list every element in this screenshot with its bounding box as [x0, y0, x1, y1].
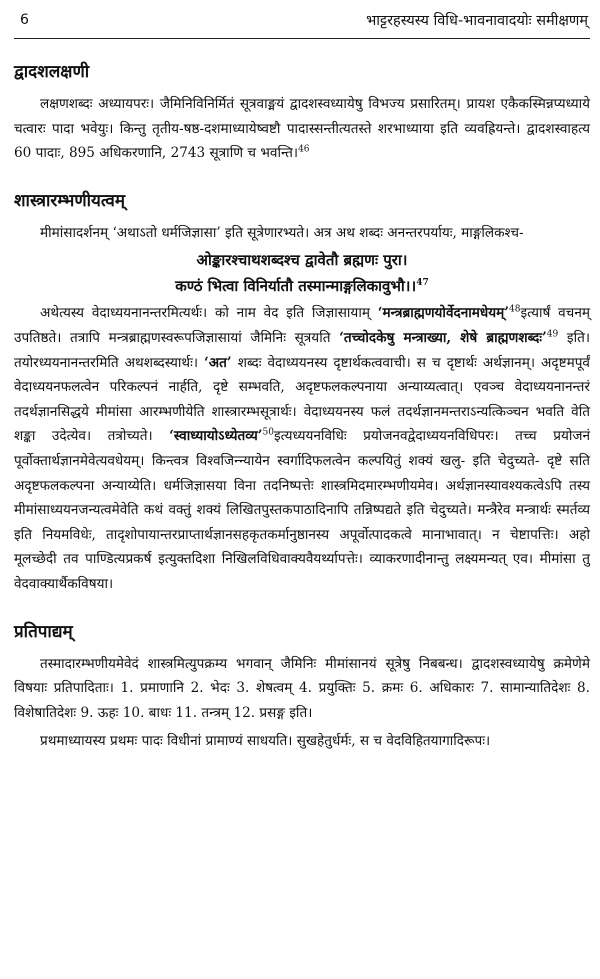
footnote-ref: 49 [546, 329, 559, 340]
section-dvadashalakshani [14, 59, 590, 166]
running-title: भाट्टरहस्यस्य विधि-भावनावादयोः समीक्षणम् [366, 13, 588, 29]
footnote-ref: 50 [262, 427, 274, 438]
section-heading: शास्त्रारम्भणीयत्वम् [14, 190, 126, 211]
quoted-term: ‘अत’ [204, 354, 232, 371]
paragraph: तस्मादारम्भणीयमेवेदं शास्त्रमित्युपक्रम्य भगवान् जैमिनिः मीमांसानयं सूत्रेषु निबबन्ध। द्वादशस्वध्यायेषु क्रमेणेमे विषयाः प्रतिपादिताः। 1. प्रमाणानि 2. भेदः 3. शेषत्वम् 4. प्रयुक्तिः 5. क्रमः 6. अधिकारः 7. सामान्यातिदेशः 8. विशेषातिदेशः 9. ऊहः 10. बाधः 11. तन्त्रम् 12. प्रसङ्ग इति। [14, 655, 590, 721]
section-heading: प्रतिपाद्यम् [14, 621, 73, 642]
footnote-ref: 48 [509, 304, 521, 315]
paragraph-text: अथेत्यस्य वेदाध्ययनानन्तरमित्यर्थः। को नाम वेद इति जिज्ञासायाम् [40, 305, 370, 322]
paragraph [14, 92, 590, 166]
quoted-sutra: ‘स्वाध्यायोऽध्येतव्य’ [169, 428, 263, 445]
paragraph-text: इत्यध्ययनविधिः प्रयोजनवद्वेदाध्ययनविधिपरः। तच्च प्रयोजनं पूर्वोक्तार्थज्ञानमेवेत्यवधेयम्। किन्त्वत्र विश्वजिन्न्यायेन स्वर्गादिफलत्वेन कल्पयितुं शक्यं खलु- इति चेदुच्यते- दृष्टे सति अदृष्टफलकल्पना अन्याय्येति। धर्मजिज्ञासया विना तदनिष्पत्तेः शास्त्रमिदमारम्भणीयमेव। अर्थज्ञानस्यावश्यकत्वेऽपि तस्य मीमांसाध्ययनजन्यत्वमेवेति कथं वक्तुं शक्यं लिखितपुस्तकपाठादिनापि तन्निष्पद्यते इति चेदुच्यते। मन्त्रैरेव मन्त्रार्थः स्मर्तव्य इति नियमविधेः, तादृशोपायान्तरप्राप्तार्थज्ञानसहकृतकर्मानुष्ठानस्य अपूर्वोत्पादकत्वे मानाभावात्। न चेष्टापत्तिः। अहो मूलच्छेदी तव पाण्डित्यप्रकर्ष इत्युक्तदिशा निखिलविधिवाक्यवैयर्थ्यापत्तेः। व्याकरणादीनान्तु लक्ष्यमन्यत् एव। मीमांसा तु वेदवाक्यार्थैकविषया। [14, 428, 590, 592]
quoted-sutra: ‘मन्त्रब्राह्मणयोर्वेदनामधेयम्’ [377, 305, 510, 322]
verse-line [14, 273, 590, 299]
paragraph-text: इत्यार्षं वचनम् उपतिष्ठते। तत्रापि मन्त्रब्राह्मणस्वरूपजिज्ञासायां जैमिनिः सूत्रयति [14, 305, 590, 346]
paragraph [14, 301, 590, 596]
page-header [14, 0, 590, 39]
paragraph: प्रथमाध्यायस्य प्रथमः पादः विधीनां प्रामाण्यं साधयति। सुखहेतुर्धर्मः, स च वेदविहितयागादिरूपः। [40, 733, 491, 750]
paragraph-text: शब्दः वेदाध्ययनस्य दृष्टार्थकत्ववाची। स च दृष्टार्थः अर्थज्ञानम्। अदृष्टमपूर्वं वेदाध्ययनफलत्वेन परिकल्पनं नार्हति, दृष्टे सम्भवति, अदृष्टफलकल्पनाया अन्याय्यत्वात्। एवञ्च वेदाध्ययनानन्तरं तदर्थज्ञानसिद्धये मीमांसा आरम्भणीयेति शास्त्रारम्भसूत्रार्थः। वेदाध्ययनस्य फलं तदर्थज्ञानमन्तराऽन्यत्किञ्चन भवति वेति शङ्का उदेत्येव। तत्रोच्यते। [14, 354, 590, 445]
footnote-ref: 46 [298, 144, 310, 155]
footnote-ref: 47 [416, 278, 429, 289]
verse-line-text: कण्ठं भित्वा विनिर्यातौ तस्मान्माङ्गलिकावुभौ।। [175, 277, 417, 296]
section-heading: द्वादशलक्षणी [14, 62, 90, 82]
quoted-sutra: ‘तच्चोदकेषु मन्त्राख्या, शेषे ब्राह्मणशब्दः’ [339, 329, 547, 346]
paragraph: मीमांसादर्शनम् ‘अथाऽतो धर्मजिज्ञासा’ इति सूत्रेणारभ्यते। अत्र अथ शब्दः अनन्तरपर्यायः, माङ्गलिकश्च- [40, 224, 524, 241]
verse [14, 247, 590, 299]
section-pratipadyam [14, 619, 590, 754]
paragraph-text: इति। तयोरध्ययनानन्तरमिति अथशब्दस्यार्थः। [14, 329, 591, 371]
page-number: 6 [20, 12, 29, 28]
paragraph-text: लक्षणशब्दः अध्यायपरः। जैमिनिविनिर्मितं सूत्रवाङ्मयं द्वादशस्वध्यायेषु विभज्य प्रसारितम्। प्रायश एकैकस्मिन्नप्यध्याये चत्वारः पादा भवेयुः। किन्तु तृतीय-षष्ठ-दशमाध्यायेष्वष्टौ पादास्सन्तीत्यतस्ते शरभाध्याया इति व्यवह्रियन्ते। द्वादशस्वाहत्य 60 पादाः, 895 अधिकरणानि, 2743 सूत्राणि च भवन्ति। [14, 96, 590, 162]
verse-line: ओङ्कारश्चाथशब्दश्च द्वावेतौ ब्रह्मणः पुरा। [196, 251, 408, 270]
section-shastrarambhaniyatvam [14, 188, 590, 597]
